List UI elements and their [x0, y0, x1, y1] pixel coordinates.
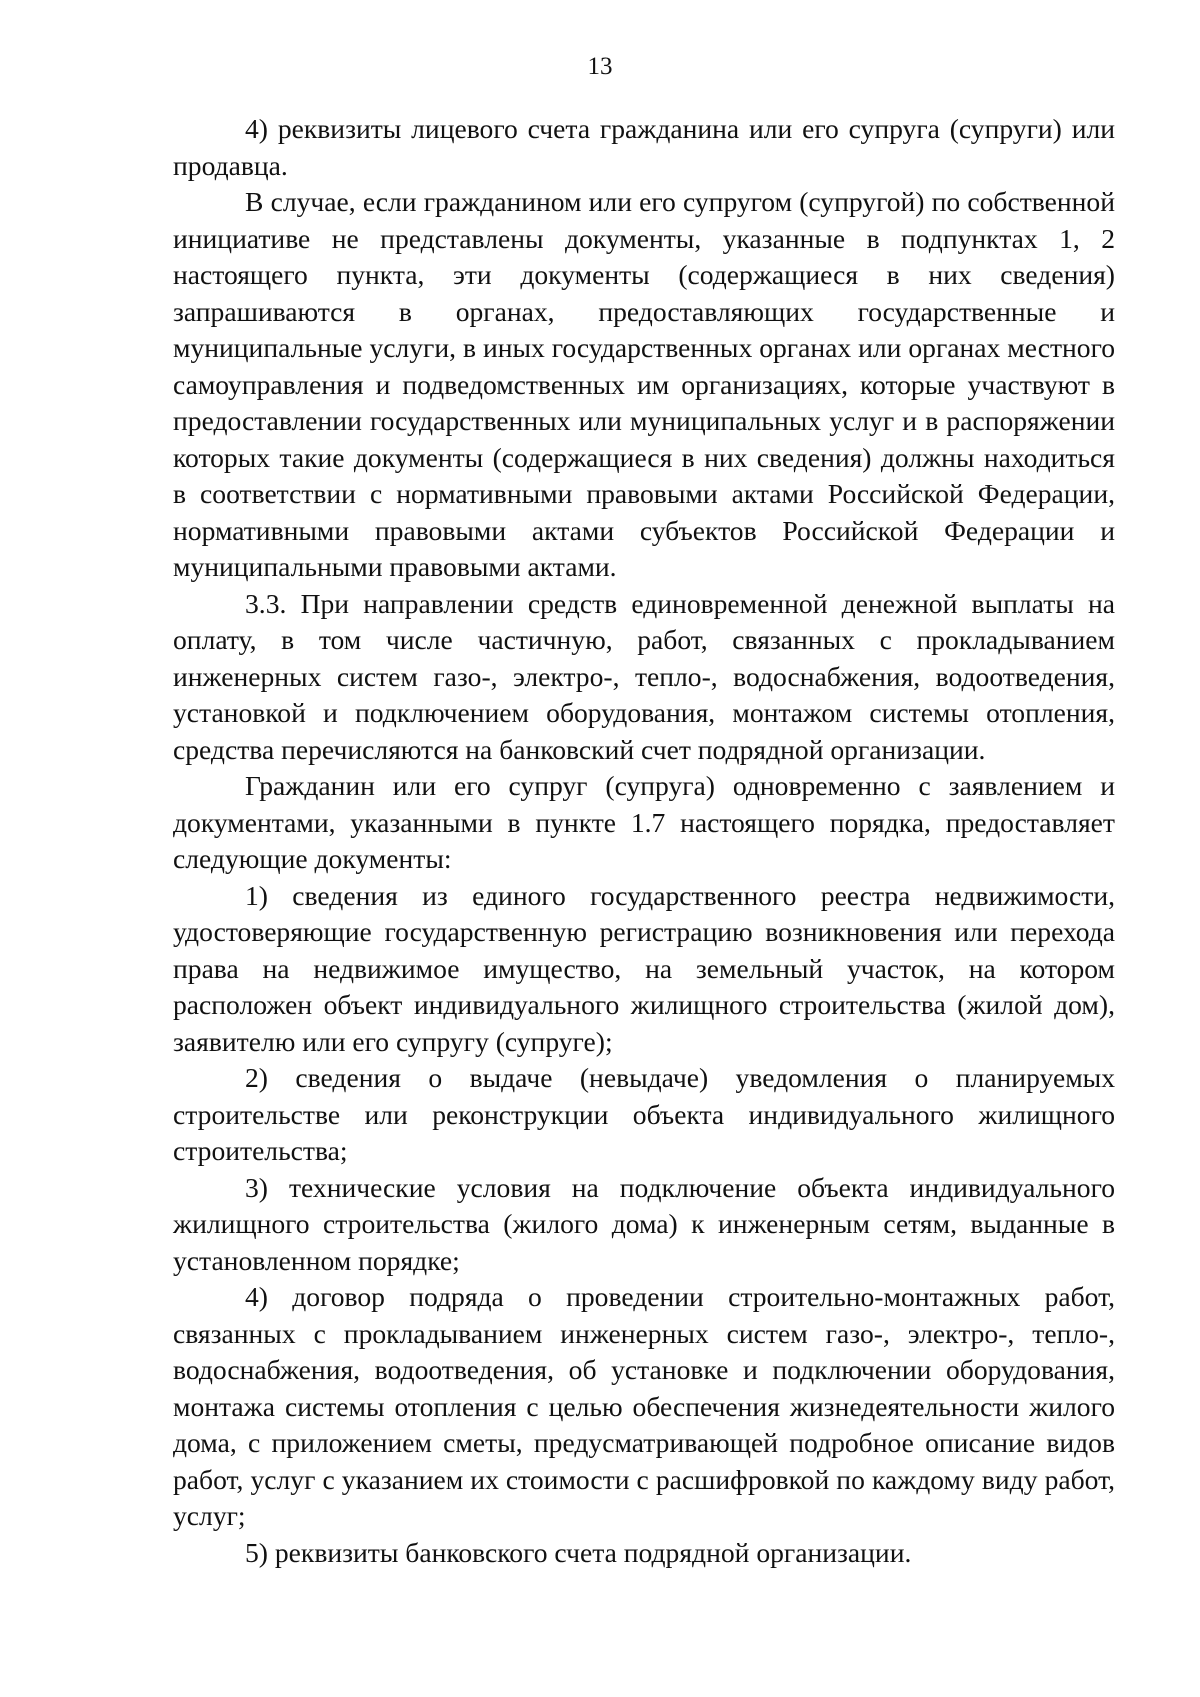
- paragraph-3-3: 3.3. При направлении средств единовременной денежной выплаты на оплату, в том числе частичную, работ, связанных с прокладыванием инженерных систем газо-, электро-, тепло-, водоснабжения, водоотведения, установкой и подключением оборудования, монтажом системы отопления, средства перечисляются на банковский счет подрядной организации.: [173, 587, 1115, 765]
- list-item-1: 1) сведения из единого государственного реестра недвижимости, удостоверяющие государственную регистрацию возникновения или перехода права на недвижимое имущество, на земельный участок, на котором расположен объект индивидуального жилищного строительства (жилой дом), заявителю или его супругу (супруге);: [173, 879, 1115, 1057]
- paragraph-documents-request: В случае, если гражданином или его супругом (супругой) по собственной инициативе не представлены документы, указанные в подпунктах 1, 2 настоящего пункта, эти документы (содержащиеся в них сведения) запрашиваются в органах, предоставляющих государственные и муниципальные услуги, в иных государственных органах или органах местного самоуправления и подведомственных им организациях, которые участвуют в предоставлении государственных или муниципальных услуг и в распоряжении которых такие документы (содержащиеся в них сведения) должны находиться в соответствии с нормативными правовыми актами Российской Федерации, нормативными правовыми актами субъектов Российской Федерации и муниципальными правовыми актами.: [173, 186, 1115, 582]
- list-item-5: 5) реквизиты банковского счета подрядной организации.: [245, 1536, 912, 1568]
- list-item-4: 4) договор подряда о проведении строительно-монтажных работ, связанных с прокладыванием инженерных систем газо-, электро-, тепло-, водоснабжения, водоотведения, об установке и подключении оборудования, монтажа системы отопления с целью обеспечения жизнедеятельности жилого дома, с приложением сметы, предусматривающей подробное описание видов работ, услуг с указанием их стоимости с расшифровкой по каждому виду работ, услуг;: [173, 1281, 1115, 1531]
- page-number: 13: [587, 53, 613, 80]
- paragraph-documents-intro: Гражданин или его супруг (супруга) одновременно с заявлением и документами, указанными в пункте 1.7 настоящего порядка, предоставляет следующие документы:: [173, 770, 1115, 874]
- list-item-3: 3) технические условия на подключение объекта индивидуального жилищного строительства (жилого дома) к инженерным сетям, выданные в установленном порядке;: [173, 1171, 1115, 1276]
- document-body: [173, 111, 1115, 1571]
- paragraph-item-4-account-details: 4) реквизиты лицевого счета гражданина или его супруга (супруги) или продавца.: [173, 113, 1115, 181]
- list-item-2: 2) сведения о выдаче (невыдаче) уведомления о планируемых строительстве или реконструкции объекта индивидуального жилищного строительства;: [173, 1062, 1115, 1166]
